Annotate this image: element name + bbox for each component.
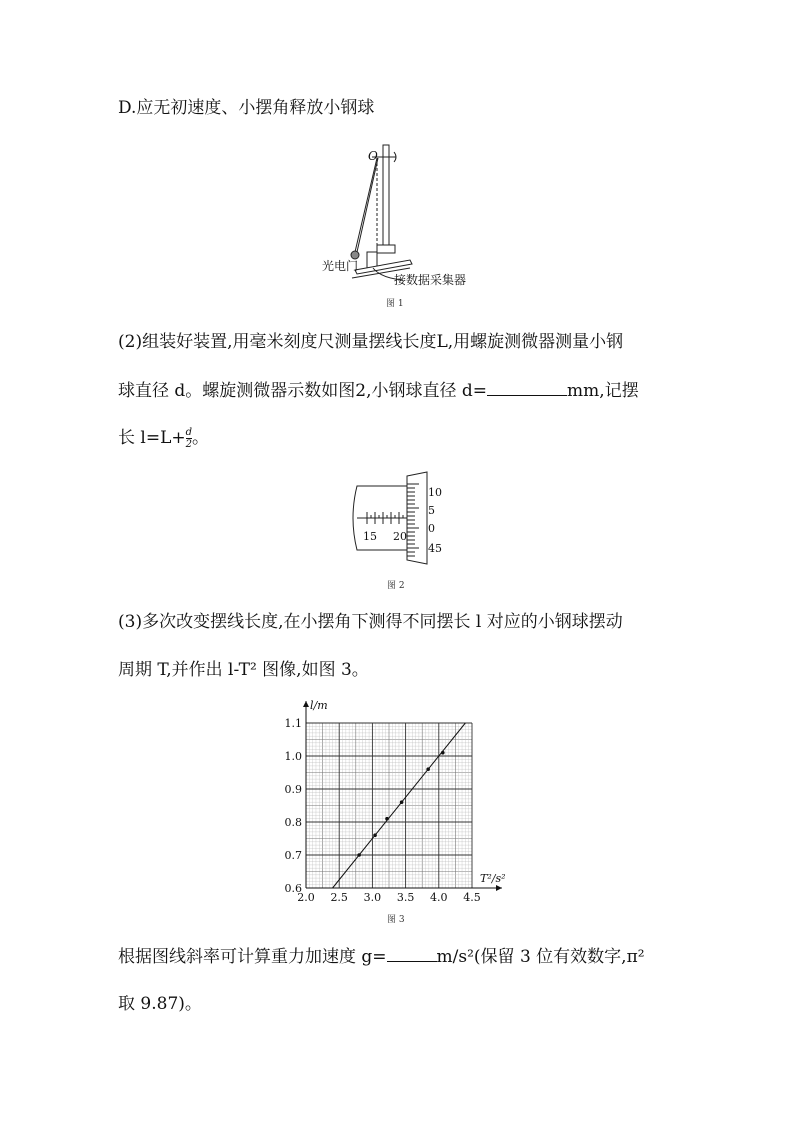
answer-blank-diameter[interactable] [487, 378, 567, 396]
x-axis-arrow [496, 885, 502, 891]
y-axis-arrow [303, 701, 309, 707]
y-tick-label: 0.8 [284, 816, 302, 829]
data-point [373, 833, 377, 837]
y-axis-label: l/m [310, 699, 328, 712]
part2-line2-post: mm,记摆 [567, 381, 639, 401]
steel-ball [351, 251, 359, 259]
x-tick-label: 4.5 [463, 891, 481, 904]
part2-line3-post: 。 [192, 428, 210, 448]
thimble-label-0: 0 [428, 522, 435, 535]
answer-blank-g[interactable] [387, 944, 437, 962]
data-point [385, 817, 389, 821]
y-tick-label: 0.6 [284, 882, 302, 895]
conclusion-line2: 取 9.87)。 [118, 994, 202, 1014]
part2-line2 [118, 378, 639, 403]
part2-line3-pre: 长 l=L+ [118, 428, 186, 448]
figure3-chart [270, 695, 520, 915]
frac-den: 2 [185, 439, 193, 450]
x-axis-label: T²/s² [480, 872, 506, 885]
thimble-label-5: 5 [428, 504, 435, 517]
part2-line3 [118, 426, 209, 450]
x-tick-label: 2.0 [297, 891, 315, 904]
x-tick-label: 4.0 [430, 891, 448, 904]
x-tick-label: 3.0 [363, 891, 382, 904]
part2-line2-pre: 球直径 d。螺旋测微器示数如图2,小钢球直径 d= [118, 381, 488, 401]
conclusion-line1-post: m/s²(保留 3 位有效数字,π² [436, 947, 645, 967]
data-point [357, 853, 361, 857]
data-point [400, 800, 404, 804]
fig1-label-o: O [368, 149, 378, 163]
sleeve-label-20: 20 [393, 530, 407, 543]
fig1-label-collector: 接数据采集器 [394, 273, 467, 287]
y-tick-label: 1.1 [284, 717, 302, 730]
y-tick-label: 0.9 [284, 783, 302, 796]
figure2-micrometer [345, 468, 455, 573]
frac-num: d [185, 427, 193, 438]
data-point [426, 767, 430, 771]
sleeve-label-15: 15 [363, 530, 377, 543]
thimble-label-10: 10 [428, 486, 442, 499]
x-tick-label: 3.5 [396, 891, 415, 904]
fig1-label-gate: 光电门 [322, 259, 359, 273]
part3-line2: 周期 T,并作出 l-T² 图像,如图 3。 [118, 660, 369, 680]
thimble-label-45: 45 [428, 542, 442, 555]
part2-line1: (2)组装好装置,用毫米刻度尺测量摆线长度L,用螺旋测微器测量小钢 [118, 332, 624, 352]
figure3-caption: 图 3 [387, 915, 405, 925]
part3-line1: (3)多次改变摆线长度,在小摆角下测得不同摆长 l 对应的小钢球摆动 [118, 612, 623, 632]
conclusion-line1-pre: 根据图线斜率可计算重力加速度 g= [118, 947, 387, 967]
y-tick-label: 0.7 [284, 849, 302, 862]
figure1-caption: 图 1 [386, 299, 404, 309]
figure2-caption: 图 2 [387, 581, 405, 591]
option-d: D.应无初速度、小摆角释放小钢球 [118, 98, 375, 118]
x-tick-label: 2.5 [330, 891, 348, 904]
conclusion-line1 [118, 944, 645, 969]
data-point [441, 751, 445, 755]
y-tick-label: 1.0 [284, 750, 302, 763]
